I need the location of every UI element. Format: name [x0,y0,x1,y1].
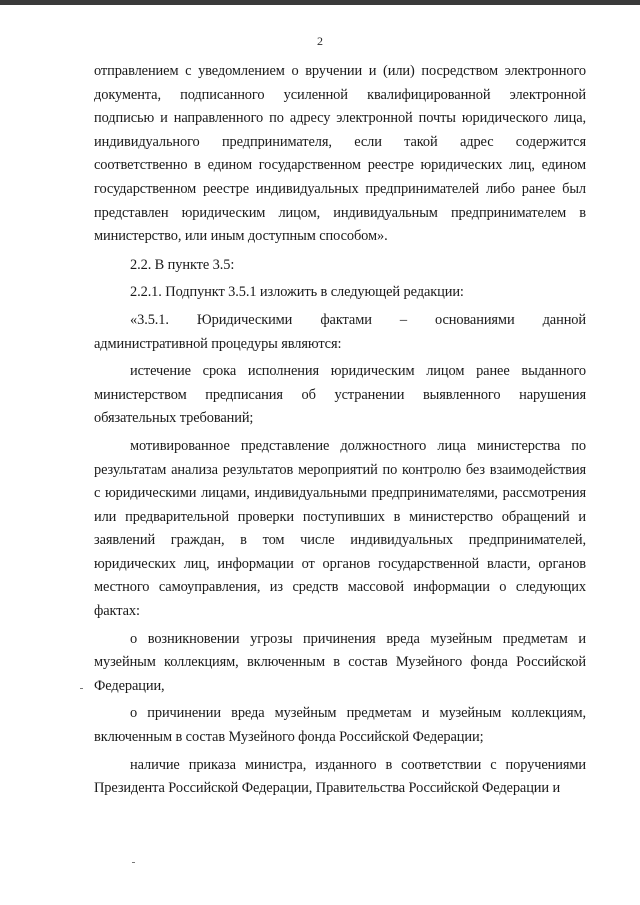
paragraph-expiry: истечение срока исполнения юридическим лицом ранее выданного министерством предписания об устранении выявленного нарушения обязательных требований; [94,363,586,427]
paragraph-threat: о возникновении угрозы причинения вреда музейным предметам и музейным коллекциям, включенным в состав Музейного фонда Российской Федерации, [94,630,586,694]
paragraph-3-5-1-first-line [94,309,586,333]
word: Юридическими [196,311,293,328]
paragraph-3-5-1-rest: административной процедуры являются: [94,335,342,352]
paragraph-item-2-2: 2.2. В пункте 3.5: [130,256,235,273]
scan-speck [80,688,83,689]
word: – [399,311,407,328]
page-number: 2 [317,34,323,48]
paragraph-harm: о причинении вреда музейным предметам и музейным коллекциям, включенным в состав Музейного фонда Российской Федерации; [94,705,586,746]
paragraph-motivated-submission: мотивированное представление должностного лица министерства по результатам анализа результатов мероприятий по контролю без взаимодействия с юридическими лицами, индивидуальными предпринимателями, рассмотрения или предварительной проверки поступивших в министерство обращений и заявлений граждан, в том числе индивидуальных предпринимателей, юридических лиц, информации от органов государственной власти, органов местного самоуправления, из средств массовой информации о следующих фактах: [94,437,586,620]
paragraph-order: наличие приказа министра, изданного в соответствии с поручениями Президента Российской Федерации, Правительства Российской Федерации и [94,756,586,797]
top-border-rule [0,0,640,5]
document-body [94,60,586,806]
word: данной [542,311,586,328]
word: основаниями [434,311,515,328]
paragraph-item-2-2-1: 2.2.1. Подпункт 3.5.1 изложить в следующей редакции: [130,284,464,301]
word: фактами [320,311,372,328]
scan-speck [132,862,135,863]
paragraph-continuation: отправлением с уведомлением о вручении и (или) посредством электронного документа, подписанного усиленной квалифицированной электронной подписью и направленного по адресу электронной почты юридического лица, индивидуального предпринимателя, если такой адрес содержится соответственно в едином государственном реестре юридических лиц, едином государственном реестре индивидуальных предпринимателей либо ранее был представлен юридическим лицом, индивидуальным предпринимателем в министерство, или иным доступным способом». [94,63,586,245]
word: «3.5.1. [130,311,169,328]
